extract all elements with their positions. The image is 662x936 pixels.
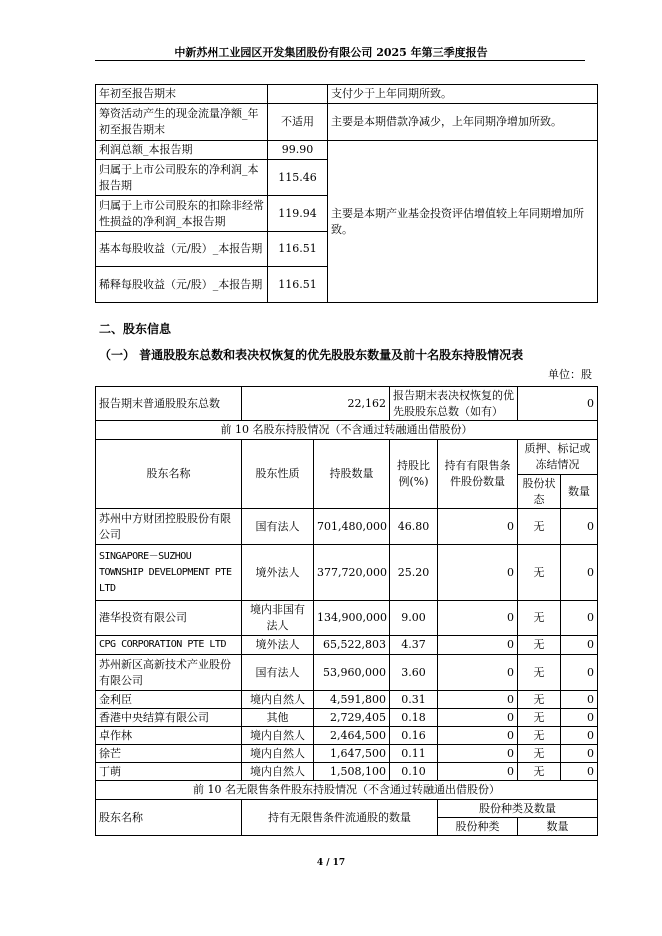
table-row <box>96 727 598 745</box>
holder-name: 卓作林 <box>96 727 242 745</box>
holder-ratio: 0.31 <box>390 691 438 709</box>
holder-ratio: 9.00 <box>390 601 438 636</box>
holder-qty: 0 <box>561 545 598 601</box>
holder-shares: 1,508,100 <box>314 763 390 781</box>
table-row <box>96 763 598 781</box>
header-pledge-status: 股份状态 <box>518 475 561 509</box>
holder-nature: 国有法人 <box>242 655 314 691</box>
shareholder-table <box>95 386 598 836</box>
unrestricted-header-qty: 持有无限售条件流通股的数量 <box>242 800 438 836</box>
holder-restricted: 0 <box>438 636 518 655</box>
ratio-cell: 119.94 <box>268 196 328 232</box>
holder-shares: 701,480,000 <box>314 509 390 545</box>
top10-caption: 前 10 名股东持股情况（不含通过转融通出借股份） <box>96 421 598 440</box>
holder-status: 无 <box>518 601 561 636</box>
holder-qty: 0 <box>561 727 598 745</box>
header-ratio: 持股比例(%) <box>390 440 438 509</box>
table-row <box>96 141 598 160</box>
holder-ratio: 0.18 <box>390 709 438 727</box>
unrestricted-caption: 前 10 名无限售条件股东持股情况（不含通过转融通出借股份） <box>96 781 598 800</box>
item-cell: 年初至报告期末 <box>96 85 268 104</box>
table-row <box>96 601 598 636</box>
ratio-cell: 116.51 <box>268 267 328 303</box>
holder-status: 无 <box>518 655 561 691</box>
holder-ratio: 3.60 <box>390 655 438 691</box>
item-cell: 筹资活动产生的现金流量净额_年初至报告期末 <box>96 104 268 141</box>
holder-status: 无 <box>518 709 561 727</box>
holder-nature: 其他 <box>242 709 314 727</box>
holder-shares: 377,720,000 <box>314 545 390 601</box>
holder-ratio: 0.16 <box>390 727 438 745</box>
holder-name: 港华投资有限公司 <box>96 601 242 636</box>
reason-cell: 支付少于上年同期所致。 <box>328 85 598 104</box>
holder-name: CPG CORPORATION PTE LTD <box>96 636 242 655</box>
holder-restricted: 0 <box>438 745 518 763</box>
header-nature: 股东性质 <box>242 440 314 509</box>
item-cell: 稀释每股收益（元/股）_本报告期 <box>96 267 268 303</box>
item-cell: 归属于上市公司股东的净利润_本报告期 <box>96 160 268 196</box>
holder-restricted: 0 <box>438 655 518 691</box>
holder-shares: 4,591,800 <box>314 691 390 709</box>
holder-status: 无 <box>518 727 561 745</box>
holder-name: 苏州中方财团控股股份有限公司 <box>96 509 242 545</box>
holder-restricted: 0 <box>438 691 518 709</box>
holder-name: 徐芒 <box>96 745 242 763</box>
holder-ratio: 46.80 <box>390 509 438 545</box>
page-header-title: 中新苏州工业园区开发集团股份有限公司 2025 年第三季度报告 <box>174 46 488 59</box>
item-cell: 归属于上市公司股东的扣除非经常性损益的净利润_本报告期 <box>96 196 268 232</box>
holder-status: 无 <box>518 509 561 545</box>
holder-nature: 境内自然人 <box>242 727 314 745</box>
ratio-cell: 115.46 <box>268 160 328 196</box>
holder-name: 丁萌 <box>96 763 242 781</box>
reason-cell: 主要是本期借款净减少，上年同期净增加所致。 <box>328 104 598 141</box>
ratio-cell <box>268 85 328 104</box>
holder-qty: 0 <box>561 636 598 655</box>
table-row <box>96 104 598 141</box>
holder-ratio: 0.11 <box>390 745 438 763</box>
holder-name: 香港中央结算有限公司 <box>96 709 242 727</box>
holder-ratio: 4.37 <box>390 636 438 655</box>
holder-nature: 国有法人 <box>242 509 314 545</box>
holder-restricted: 0 <box>438 763 518 781</box>
holder-name: 苏州新区高新技术产业股份有限公司 <box>96 655 242 691</box>
table-row <box>96 545 598 601</box>
unit-label: 单位：股 <box>548 368 592 381</box>
unrestricted-header-amount: 数量 <box>518 818 598 836</box>
holder-nature: 境内非国有法人 <box>242 601 314 636</box>
holder-nature: 境内自然人 <box>242 745 314 763</box>
holder-status: 无 <box>518 763 561 781</box>
holder-restricted: 0 <box>438 509 518 545</box>
holder-qty: 0 <box>561 601 598 636</box>
holder-name: SINGAPORE－SUZHOU TOWNSHIP DEVELOPMENT PTE LTD <box>96 545 242 601</box>
holder-restricted: 0 <box>438 601 518 636</box>
ratio-cell: 99.90 <box>268 141 328 160</box>
holder-ratio: 0.10 <box>390 763 438 781</box>
ratio-cell: 116.51 <box>268 232 328 267</box>
table-row <box>96 691 598 709</box>
merged-reason-cell: 主要是本期产业基金投资评估增值较上年同期增加所致。 <box>328 141 598 303</box>
holder-nature: 境外法人 <box>242 545 314 601</box>
section-title: 二、股东信息 <box>99 322 172 336</box>
table-row <box>96 85 598 104</box>
item-cell: 基本每股收益（元/股）_本报告期 <box>96 232 268 267</box>
holder-restricted: 0 <box>438 545 518 601</box>
holder-restricted: 0 <box>438 727 518 745</box>
preferred-holders-value: 0 <box>518 387 598 421</box>
holder-status: 无 <box>518 545 561 601</box>
caption-row <box>96 781 598 800</box>
holder-nature: 境内自然人 <box>242 763 314 781</box>
header-pledge-qty: 数量 <box>561 475 598 509</box>
holder-shares: 2,464,500 <box>314 727 390 745</box>
header-divider <box>95 60 585 61</box>
header-row <box>96 800 598 818</box>
total-holders-value: 22,162 <box>242 387 390 421</box>
summary-row <box>96 387 598 421</box>
holder-qty: 0 <box>561 709 598 727</box>
holder-shares: 2,729,405 <box>314 709 390 727</box>
table-row <box>96 745 598 763</box>
total-holders-label: 报告期末普通股股东总数 <box>96 387 242 421</box>
holder-qty: 0 <box>561 655 598 691</box>
holder-status: 无 <box>518 745 561 763</box>
unrestricted-header-type-group: 股份种类及数量 <box>438 800 598 818</box>
holder-restricted: 0 <box>438 709 518 727</box>
holder-qty: 0 <box>561 745 598 763</box>
table-row <box>96 509 598 545</box>
table-row <box>96 636 598 655</box>
unrestricted-header-type: 股份种类 <box>438 818 518 836</box>
holder-status: 无 <box>518 636 561 655</box>
header-row <box>96 440 598 475</box>
table-row <box>96 655 598 691</box>
holder-qty: 0 <box>561 509 598 545</box>
holder-ratio: 25.20 <box>390 545 438 601</box>
holder-nature: 境外法人 <box>242 636 314 655</box>
header-name: 股东名称 <box>96 440 242 509</box>
holder-shares: 1,647,500 <box>314 745 390 763</box>
header-restricted: 持有有限售条件股份数量 <box>438 440 518 509</box>
caption-row <box>96 421 598 440</box>
table-row <box>96 709 598 727</box>
preferred-holders-label: 报告期末表决权恢复的优先股股东总数（如有） <box>390 387 518 421</box>
item-cell: 利润总额_本报告期 <box>96 141 268 160</box>
section-subtitle: （一） 普通股股东总数和表决权恢复的优先股股东数量及前十名股东持股情况表 <box>99 348 524 362</box>
holder-name: 金利臣 <box>96 691 242 709</box>
holder-shares: 134,900,000 <box>314 601 390 636</box>
holder-shares: 53,960,000 <box>314 655 390 691</box>
ratio-cell: 不适用 <box>268 104 328 141</box>
header-shares: 持股数量 <box>314 440 390 509</box>
holder-status: 无 <box>518 691 561 709</box>
holder-qty: 0 <box>561 691 598 709</box>
holder-qty: 0 <box>561 763 598 781</box>
holder-nature: 境内自然人 <box>242 691 314 709</box>
unrestricted-header-name: 股东名称 <box>96 800 242 836</box>
holder-shares: 65,522,803 <box>314 636 390 655</box>
page-number: 4 / 17 <box>316 858 346 868</box>
header-pledge: 质押、标记或冻结情况 <box>518 440 598 475</box>
change-reason-table <box>95 84 598 303</box>
